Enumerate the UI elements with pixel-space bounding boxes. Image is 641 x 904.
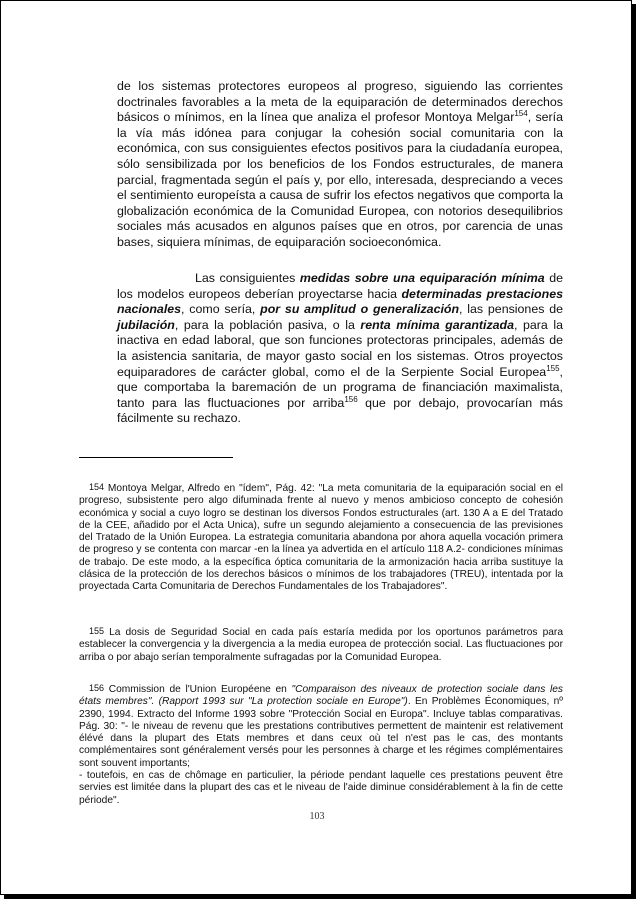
footnote-text: Montoya Melgar, Alfredo en "ídem", Pág. 42: "La meta comunitaria de la equiparación social en el progreso, subsistente pero algo difuminada frente al nuevo y menos ambicioso concepto de cohesión económica y social a cuyo logro se destinan los diversos Fondos estructurales (art. 130 A a E del Tratado de la CEE, añadido por el Acta Unica), sufre un segundo alejamiento a consecuencia de las previsiones del Tratado de la Unión Europea. La estrategia comunitaria abandona por ahora aquella vocación primera de progreso y se contenta con marcar -en la línea ya advertida en el artículo 118 A.2- condiciones mínimas de trabajo. De este modo, a la específica óptica comunitaria de la armonización hacia arriba sustituye la clásica de la protección de los derechos básicos o mínimos de los trabajadores (TREU), intentada por la proyectada Carta Comunitaria de Derechos Fundamentales de los Trabajadores". [79, 483, 563, 593]
paragraph-1-text-b: , sería la vía más idónea para conjugar la cohesión social comunitaria con la económica, con sus consiguientes efectos positivos para la ciudadanía europea, sólo sensibilizada por los beneficios de los Fondos estructurales, de manera parcial, fragmentada según el país y, por ello, interesada, despreciando a veces el sentimiento europeísta a causa de sufrir los efectos negativos que comporta la globalización económica de la Comunidad Europea, con notorios desequilibrios sociales más acusados en algunos países que en otros, por carencia de unas bases, siquiera mínimas, de equiparación socioeconómica. [117, 110, 563, 249]
footnote-154 [79, 481, 563, 594]
emphasis-jubilacion: jubilación [117, 317, 175, 332]
paragraph-1 [117, 79, 563, 251]
footnote-ref-156[interactable]: 156 [344, 394, 358, 404]
paragraph-2-text: que por debajo, provocarían más fácilmente su rechazo. [117, 395, 563, 426]
paragraph-2-text: de los modelos europeos deberían proyectarse hacia [117, 271, 563, 301]
paragraph-1-text-a: de los sistemas protectores europeos al progreso, siguiendo las corrientes doctrinales favorables a la meta de la equiparación de determinados derechos básicos o mínimos, en la línea que analiza el profesor Montoya Melgar [117, 79, 563, 125]
emphasis-renta-minima: renta mínima garantizada [360, 317, 515, 332]
footnote-separator [79, 457, 233, 458]
footnote-italic-title: "Comparaison des niveaux de protection sociale dans les états membres". (Rapport 1993 sur "La protection sociale en Europe") [79, 684, 563, 708]
footnote-number: 154 [89, 482, 105, 492]
emphasis-amplitud: por su amplitud o generalización [260, 302, 460, 317]
footnote-text: - toutefois, en cas de chômage en particulier, la période pendant laquelle ces prestations peuvent être servies est limitée dans la plupart des cas et le niveau de l'aide diminue considérablement à la fin de cette période". [79, 770, 563, 806]
footnote-ref-155[interactable]: 155 [546, 363, 560, 373]
paragraph-2-text: , que comportaba la baremación de un programa de financiación maximalista, tanto para las fluctuaciones por arriba [117, 364, 563, 410]
footnote-156 [79, 682, 563, 807]
paragraph-2-text: Las consiguientes [195, 271, 300, 285]
footnote-ref-154[interactable]: 154 [514, 109, 528, 119]
paragraph-2-text: , para la inactiva en edad laboral, que son funciones protectoras principales, además de la asistencia sanitaria, de mayor gasto social en los sistemas. Otros proyectos equiparadores de carácter global, como el de la Serpiente Social Europea [117, 317, 564, 379]
emphasis-prestaciones: determinadas prestaciones nacionales [117, 286, 563, 317]
footnote-number: 155 [89, 626, 105, 636]
page-number: 103 [309, 811, 325, 822]
paragraph-2-text: , para la población pasiva, o la [174, 317, 361, 332]
footnote-text: Commission de l'Union Européene en [104, 684, 292, 695]
paragraph-2 [117, 271, 563, 427]
paragraph-2-text: , como sería, [181, 302, 261, 317]
footnote-text: . En Problèmes Économiques, nº 2390, 1994. Extracto del Informe 1993 sobre "Protección Social en Europa". Incluye tablas comparativas. Pág. 30: "- le niveau de revenu que les prestations contributives permettent de maintenir est relativement élévé dans la plupart des Etats membres et dans ceux où tel n'est pas le cas, des montants complémentaires sont généralement versés pour les personnes à charge et les régimes complémentaires sont souvent importants; [79, 696, 563, 769]
footnote-155 [79, 625, 563, 664]
paragraph-2-text: , las pensiones de [459, 302, 563, 317]
emphasis-medidas: medidas sobre una equiparación mínima [299, 271, 545, 285]
footnote-number: 156 [89, 683, 105, 693]
footnote-text: La dosis de Seguridad Social en cada país estaría medida por los oportunos parámetros para establecer la convergencia y la divergencia a la media europea de protección social. Las fluctuaciones por arriba o por abajo serían temporalmente sufragadas por la Comunidad Europea. [79, 627, 563, 663]
